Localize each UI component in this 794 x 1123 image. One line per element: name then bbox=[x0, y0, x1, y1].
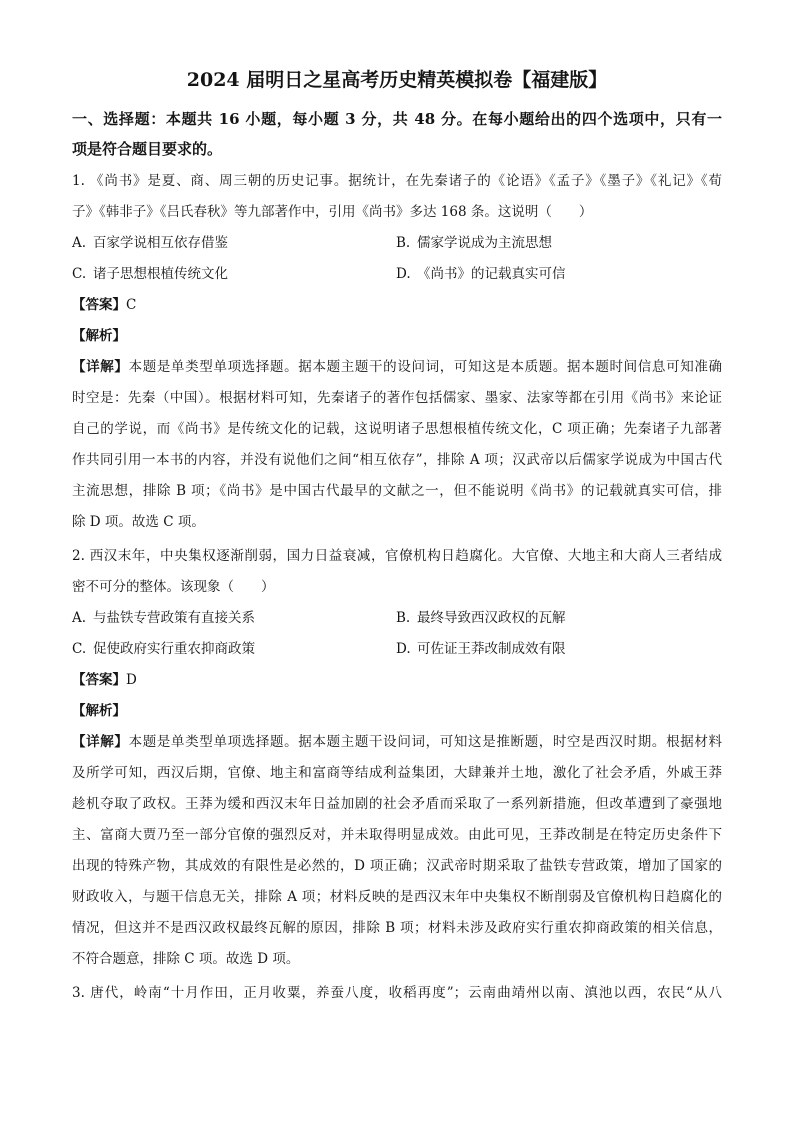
answer-value: C bbox=[126, 297, 137, 313]
section-header-line: 项是符合题目要求的。 bbox=[72, 140, 223, 158]
detail-line: 自己的学说，而《尚书》是传统文化的记载，这说明诸子思想根植传统文化，C 项正确；先秦诸子九部著 bbox=[72, 421, 722, 437]
option-text: 最终导致西汉政权的瓦解 bbox=[417, 610, 566, 626]
option-letter: D. bbox=[396, 641, 411, 657]
analysis-label: 【解析】 bbox=[72, 703, 126, 719]
option-text: 儒家学说成为主流思想 bbox=[417, 235, 552, 251]
question-stem-line: 2. 西汉末年，中央集权逐渐削弱，国力日益衰减，官僚机构日趋腐化。大官僚、大地主和大商人三者结成 bbox=[72, 548, 722, 564]
options-row bbox=[72, 259, 722, 290]
detail-line: 主、富商大贾乃至一部分官僚的强烈反对，并未取得明显成效。由此可见，王莽改制是在特定历史条件下 bbox=[72, 827, 722, 843]
option-letter: B. bbox=[396, 235, 411, 251]
detail-line: 及所学可知，西汉后期，官僚、地主和富商等结成利益集团，大肆兼并土地，激化了社会矛盾，外戚王莽 bbox=[72, 765, 722, 781]
detail-text: 本题是单类型单项选择题。据本题主题干设问词，可知这是推断题，时空是西汉时期。根据材料 bbox=[128, 734, 722, 750]
options-row bbox=[72, 634, 722, 665]
detail-label: 【详解】 bbox=[72, 734, 129, 750]
option-letter: D. bbox=[396, 266, 411, 282]
detail-line: 财政收入，与题干信息无关，排除 A 项；材料反映的是西汉末年中央集权不断削弱及官僚机构日趋腐化的 bbox=[72, 889, 722, 905]
option-text: 促使政府实行重农抑商政策 bbox=[93, 641, 255, 657]
detail-label: 【详解】 bbox=[72, 359, 129, 375]
detail-line: 不符合题意，排除 C 项。故选 D 项。 bbox=[72, 951, 300, 967]
detail-line bbox=[72, 352, 722, 383]
question-stem-line: 子》《韩非子》《吕氏春秋》等九部著作中，引用《尚书》多达 168 条。这说明（ ） bbox=[72, 204, 593, 220]
option-c bbox=[72, 259, 396, 290]
option-letter: A. bbox=[72, 235, 87, 251]
option-text: 可佐证王莽改制成效有限 bbox=[417, 641, 566, 657]
analysis-heading bbox=[72, 696, 722, 727]
answer-line bbox=[72, 665, 722, 696]
detail-text: 本题是单类型单项选择题。据本题主题干的设问词，可知这是本质题。据本题时间信息可知准确 bbox=[128, 359, 722, 375]
option-text: 诸子思想根植传统文化 bbox=[93, 266, 228, 282]
question-stem-line: 3. 唐代，岭南“十月作田，正月收粟，养蚕八度，收稻再度”；云南曲靖州以南、滇池以西，农民“从八 bbox=[72, 985, 722, 1001]
section-header-line: 一、选择题：本题共 16 小题，每小题 3 分，共 48 分。在每小题给出的四个选项中，只有一 bbox=[72, 110, 722, 128]
option-c bbox=[72, 634, 396, 665]
option-b bbox=[396, 603, 720, 634]
question-2 bbox=[72, 541, 722, 975]
answer-label: 【答案】 bbox=[72, 297, 126, 313]
detail-line: 趁机夺取了政权。王莽为缓和西汉末年日益加剧的社会矛盾而采取了一系列新措施，但改革遭到了豪强地 bbox=[72, 796, 722, 812]
question-stem-line: 密不可分的整体。该现象（ ） bbox=[72, 579, 275, 595]
option-a bbox=[72, 228, 396, 259]
detail-line: 出现的特殊产物，其成效的有限性是必然的，D 项正确；汉武帝时期采取了盐铁专营政策，增加了国家的 bbox=[72, 858, 722, 874]
options-row bbox=[72, 228, 722, 259]
detail-line: 主流思想，排除 B 项；《尚书》是中国古代最早的文献之一，但不能说明《尚书》的记载就真实可信，排 bbox=[72, 483, 722, 499]
analysis-heading bbox=[72, 321, 722, 352]
option-d bbox=[396, 259, 720, 290]
detail-line: 情况，但这并不是西汉政权最终瓦解的原因，排除 B 项；材料未涉及政府实行重农抑商政策的相关信息， bbox=[72, 920, 722, 936]
options-row bbox=[72, 603, 722, 634]
option-text: 百家学说相互依存借鉴 bbox=[93, 235, 228, 251]
option-letter: C. bbox=[72, 266, 87, 282]
option-b bbox=[396, 228, 720, 259]
option-text: 与盐铁专营政策有直接关系 bbox=[93, 610, 255, 626]
option-letter: B. bbox=[396, 610, 411, 626]
analysis-label: 【解析】 bbox=[72, 328, 126, 344]
answer-label: 【答案】 bbox=[72, 672, 126, 688]
option-letter: A. bbox=[72, 610, 87, 626]
detail-line bbox=[72, 727, 722, 758]
option-letter: C. bbox=[72, 641, 87, 657]
option-d bbox=[396, 634, 720, 665]
page-content bbox=[72, 0, 722, 1009]
option-a bbox=[72, 603, 396, 634]
paper-title: 2024 届明日之星高考历史精英模拟卷【福建版】 bbox=[186, 69, 608, 91]
answer-line bbox=[72, 290, 722, 321]
detail-line: 时空是：先秦（中国）。根据材料可知，先秦诸子的著作包括儒家、墨家、法家等都在引用《尚书》来论证 bbox=[72, 390, 722, 406]
question-1 bbox=[72, 166, 722, 538]
detail-line: 作共同引用一本书的内容，并没有说他们之间“相互依存”，排除 A 项；汉武帝以后儒家学说成为中国古代 bbox=[72, 452, 722, 468]
detail-line: 除 D 项。故选 C 项。 bbox=[72, 514, 205, 530]
question-3 bbox=[72, 978, 722, 1009]
answer-value: D bbox=[126, 672, 137, 688]
option-text: 《尚书》的记载真实可信 bbox=[417, 266, 566, 282]
section-header bbox=[72, 104, 722, 164]
question-stem-line: 1. 《尚书》是夏、商、周三朝的历史记事。据统计，在先秦诸子的《论语》《孟子》《墨子》《礼记》《荀 bbox=[72, 173, 722, 189]
